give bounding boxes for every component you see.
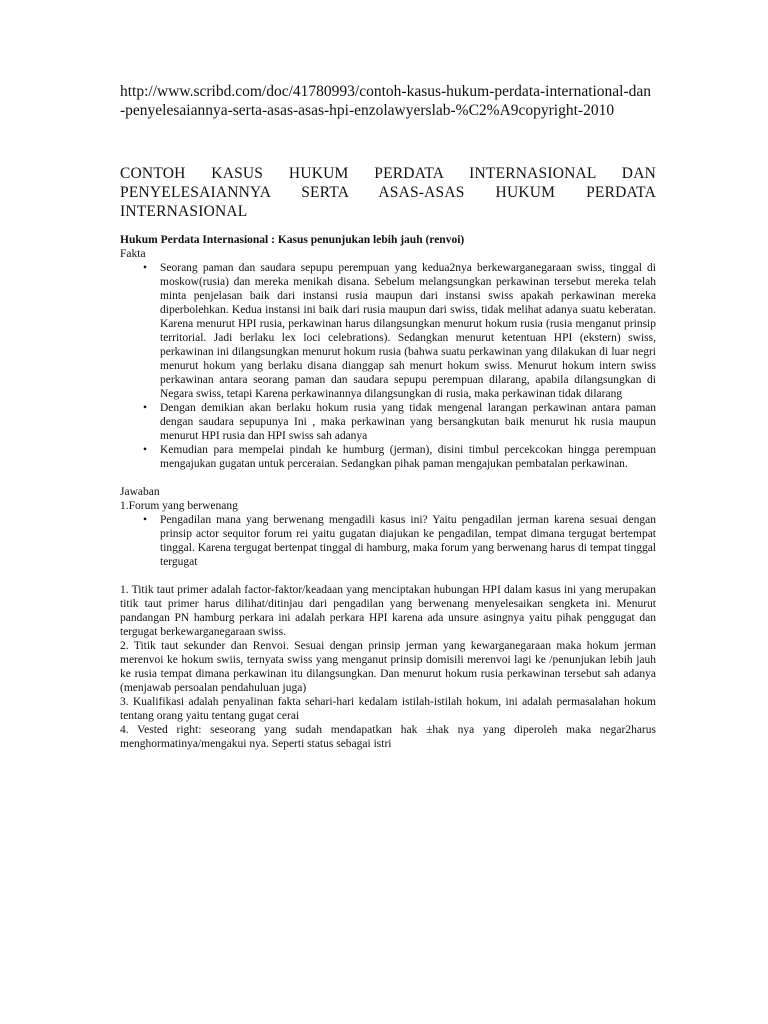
- spacer: [120, 569, 656, 583]
- bullet-icon: •: [142, 514, 148, 526]
- bullet-icon: •: [142, 402, 148, 414]
- paragraph-kualifikasi: 3. Kualifikasi adalah penyalinan fakta sehari-hari kedalam istilah-istilah hokum, ini adalah permasalahan hokum tentang orang yaitu tentang gugat cerai: [120, 696, 656, 722]
- paragraph-titik-taut-sekunder: 2. Titik taut sekunder dan Renvoi. Sesuai dengan prinsip jerman yang kewarganegaraan maka hokum jerman merenvoi ke hokum swiis, ternyata swiss yang menganut prinsip domisili merenvoi lagi ke /penunjukan lebih jauh ke rusia tempat dimana perkawinan itu dilangsungkan. Dan menurut hokum rusia perkawinan tersebut sah adanya (menjawab persoalan pendahuluan juga): [120, 640, 656, 694]
- forum-list: [120, 513, 656, 569]
- forum-item-text: Pengadilan mana yang berwenang mengadili kasus ini? Yaitu pengadilan jerman karena sesuai dengan prinsip actor sequitor forum rei yaitu gugatan diajukan ke pengadilan, tempat dimana tergugat bertempat tinggal. Karena tergugat bertenpat tinggal di hamburg, maka forum yang berwenang harus di tempat tinggal tergugat: [160, 514, 656, 568]
- forum-item: [142, 513, 656, 569]
- paragraph-titik-taut-primer: 1. Titik taut primer adalah factor-faktor/keadaan yang menciptakan hubungan HPI dalam kasus ini yang merupakan titik taut primer harus dilihat/ditinjau dari pengadilan yang berwenang menyelesaikan sengketa ini. Menurut pandangan PN hamburg perkara ini adalah perkara HPI karena ada unsure asingnya yaitu pihak penggugat dan tergugat berkewarganegaraan swiss.: [120, 584, 656, 638]
- bullet-icon: •: [142, 444, 148, 456]
- fakta-item-text: Seorang paman dan saudara sepupu perempuan yang kedua2nya berkewarganegaraan swiss, tinggal di moskow(rusia) dan mereka menikah disana. Sebelum melangsungkan perkawinan tersebut mereka telah minta penjelasan baik dari instansi rusia maupun dari instansi swiss apakah perkawinan mereka diperbolehkan. Kedua instansi ini baik dari rusia maupun dari swiss, tidak melihat adanya suatu keberatan. Karena menurut HPI rusia, perkawinan harus dilangsungkan menurut hokum rusia (rusia menganut prinsip territorial. Jadi berlaku lex loci celebrations). Sedangkan menurut ketentuan HPI (ekstern) swiss, perkawinan ini dilangsungkan menurut hokum rusia (bahwa suatu perkawinan yang dilakukan di luar negri menurut hokum yang berlaku disana dianggap sah menurt hokum swiss. Menurut hokum intern swiss perkawinan antara seorang paman dan saudara sepupu perempuan dilarang, apabila dilangsungkan di Negara swiss, tetapi Karena perkawinannya dilangsungkan di rusia, maka perkawinan tidak dilarang: [160, 262, 656, 400]
- fakta-label: Fakta: [120, 248, 146, 260]
- paragraph-vested-right: 4. Vested right: seseorang yang sudah mendapatkan hak ±hak nya yang diperoleh maka negar2harus menghormatinya/mengakui nya. Seperti status sebagai istri: [120, 724, 656, 750]
- fakta-item-text: Dengan demikian akan berlaku hokum rusia yang tidak mengenal larangan perkawinan antara paman dengan saudara sepupunya Ini , maka perkawinan yang bersangkutan baik menurut hk rusia maupun menurut HPI rusia dan HPI swiss sah adanya: [160, 402, 656, 442]
- fakta-item: [142, 443, 656, 471]
- fakta-item: [142, 261, 656, 401]
- fakta-item-text: Kemudian para mempelai pindah ke humburg (jerman), disini timbul percekcokan hingga perempuan mengajukan gugatan untuk perceraian. Sedangkan pihak paman mengajukan pembatalan perkawinan.: [160, 444, 656, 470]
- fakta-list: [120, 261, 656, 471]
- bullet-icon: •: [142, 262, 148, 274]
- source-url: http://www.scribd.com/doc/41780993/contoh-kasus-hukum-perdata-international-dan-penyelesaiannya-serta-asas-asas-hpi-enzolawyerslab-%C2%A9copyright-2010: [120, 83, 652, 119]
- fakta-item: [142, 401, 656, 443]
- forum-label: 1.Forum yang berwenang: [120, 500, 238, 512]
- spacer: [120, 471, 656, 485]
- document-title: CONTOH KASUS HUKUM PERDATA INTERNASIONAL DAN PENYELESAIANNYA SERTA ASAS-ASAS HUKUM PERDATA INTERNASIONAL: [120, 165, 656, 220]
- jawaban-label: Jawaban: [120, 486, 160, 498]
- section-heading: Hukum Perdata Internasional : Kasus penunjukan lebih jauh (renvoi): [120, 234, 465, 246]
